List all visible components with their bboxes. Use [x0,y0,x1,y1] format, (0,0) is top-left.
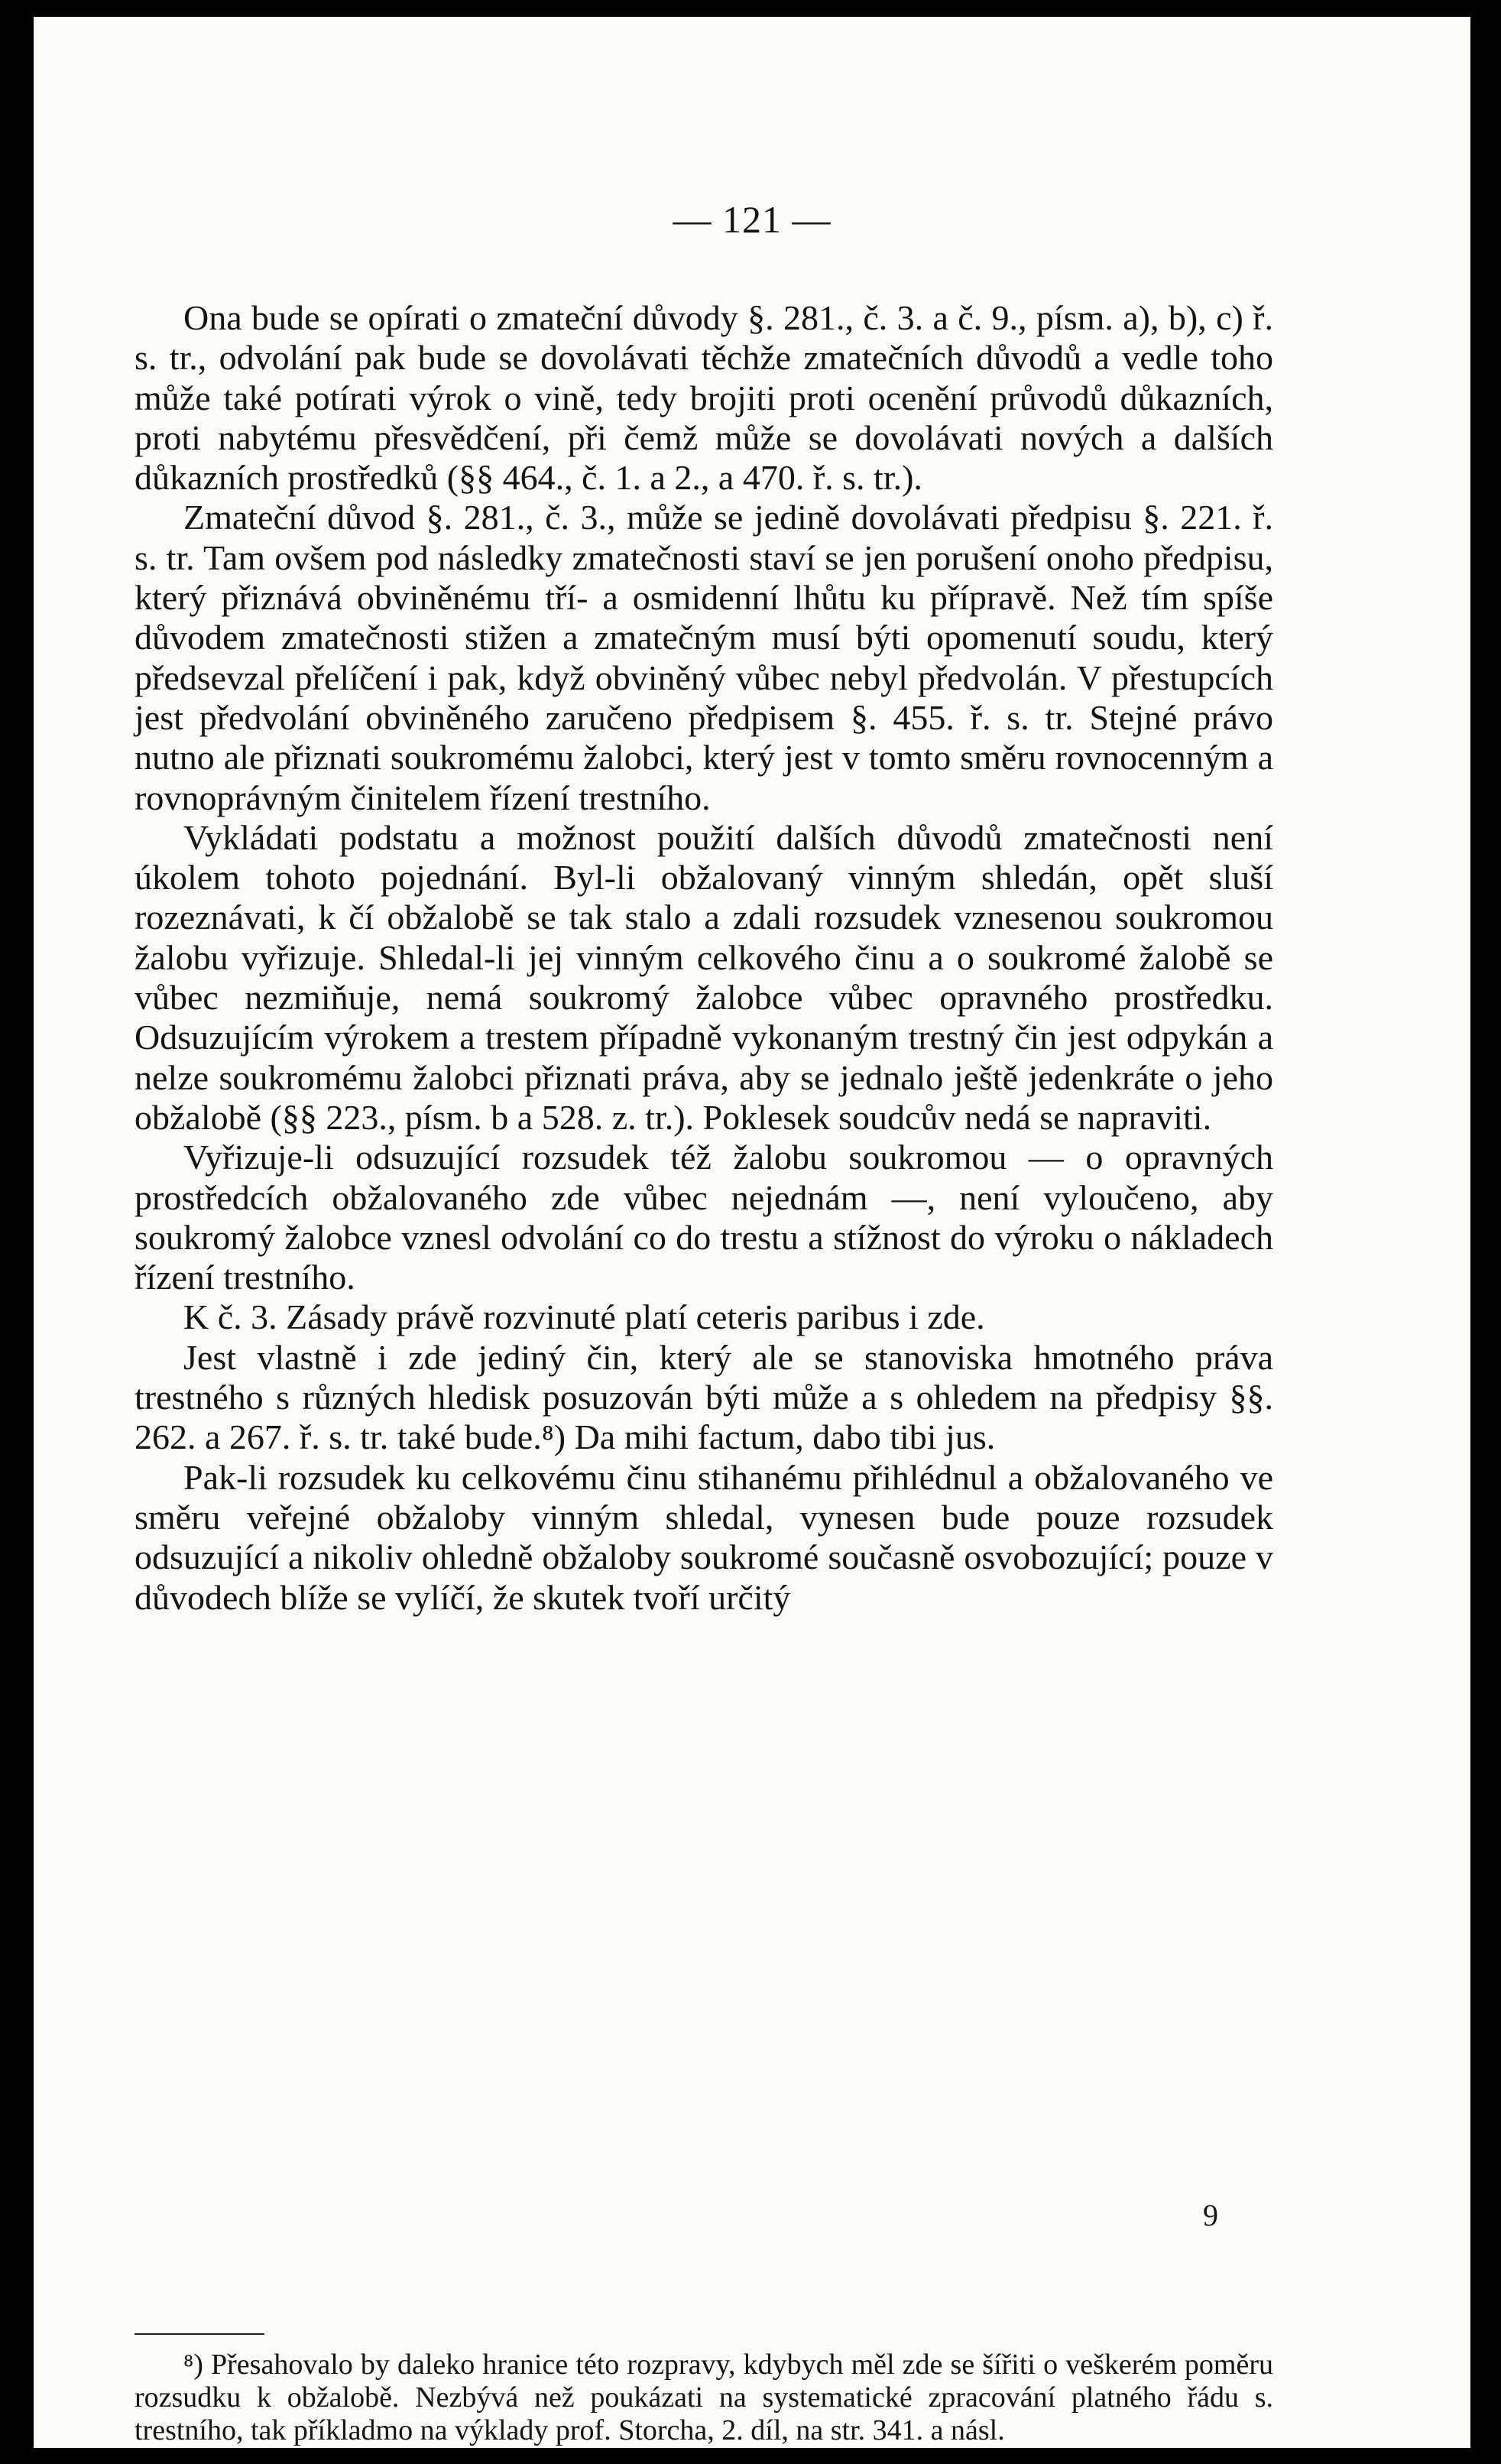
footnote-8: ⁸) Přesahovalo by daleko hranice této rozpravy, kdybych měl zde se šířiti o veškerém poměru rozsudku k obžalobě. Nezbývá než poukázati na systematické zpracování platného řádu s. trestního, tak příkladmo na výklady prof. Storcha, 2. díl, na str. 341. a násl. [135,2349,1273,2446]
footnote-rule [135,2333,264,2335]
signature-mark: 9 [1203,2198,1218,2232]
paragraph-1: Ona bude se opírati o zmateční důvody §. 281., č. 3. a č. 9., písm. a), b), c) ř. s. tr., odvolání pak bude se dovolávati těchže zmatečních důvodů a vedle toho může také potírati výrok o vině, tedy brojiti proti ocenění průvodů důkazních, proti nabytému přesvědčení, při čemž může se dovolávati nových a dalších důkazních prostředků (§§ 464., č. 1. a 2., a 470. ř. s. tr.). [135,298,1273,498]
paragraph-5: K č. 3. Zásady právě rozvinuté platí ceteris paribus i zde. [183,1297,985,1337]
paragraph-2: Zmateční důvod §. 281., č. 3., může se jedině dovolávati předpisu §. 221. ř. s. tr. Tam ovšem pod následky zmatečnosti staví se jen porušení onoho předpisu, který přiznává obviněnému tří- a osmidenní lhůtu ku přípravě. Než tím spíše důvodem zmatečnosti stižen a zmatečným musí býti opomenutí soudu, který předsevzal přelíčení i pak, když obviněný vůbec nebyl předvolán. V přestupcích jest předvolání obviněného zaručeno předpisem §. 455. ř. s. tr. Stejné právo nutno ale přiznati soukromému žalobci, který jest v tomto směru rovnocenným a rovnoprávným činitelem řízení trestního. [135,498,1273,817]
page-number: — 121 — [673,198,832,241]
book-page [34,17,1470,2448]
footnotes [135,2333,1273,2447]
paragraph-6: Jest vlastně i zde jediný čin, který ale se stanoviska hmotného práva trestného s různých hledisk posuzován býti může a s ohledem na předpisy §§. 262. a 267. ř. s. tr. také bude.⁸) Da mihi factum, dabo tibi jus. [135,1337,1273,1457]
paragraph-7: Pak-li rozsudek ku celkovému činu stihanému přihlédnul a obžalovaného ve směru veřejné obžaloby vinným shledal, vynesen bude pouze rozsudek odsuzující a nikoliv ohledně obžaloby soukromé současně osvobozující; pouze v důvodech blíže se vylíčí, že skutek tvoří určitý [135,1457,1273,1617]
main-text [135,298,1273,1618]
paragraph-4: Vyřizuje-li odsuzující rozsudek též žalobu soukromou — o opravných prostředcích obžalovaného zde vůbec nejednám —, není vyloučeno, aby soukromý žalobce vznesl odvolání co do trestu a stížnost do výroku o nákladech řízení trestního. [135,1138,1273,1297]
paragraph-3: Vykládati podstatu a možnost použití dalších důvodů zmatečnosti není úkolem tohoto pojednání. Byl-li obžalovaný vinným shledán, opět sluší rozeznávati, k čí obžalobě se tak stalo a zdali rozsudek vznesenou soukromou žalobu vyřizuje. Shledal-li jej vinným celkového činu a o soukromé žalobě se vůbec nezmiňuje, nemá soukromý žalobce vůbec opravného prostředku. Odsuzujícím výrokem a trestem případně vykonaným trestný čin jest odpykán a nelze soukromému žalobci přiznati práva, aby se jednalo ještě jedenkráte o jeho obžalobě (§§ 223., písm. b a 528. z. tr.). Poklesek soudcův nedá se napraviti. [135,817,1273,1137]
